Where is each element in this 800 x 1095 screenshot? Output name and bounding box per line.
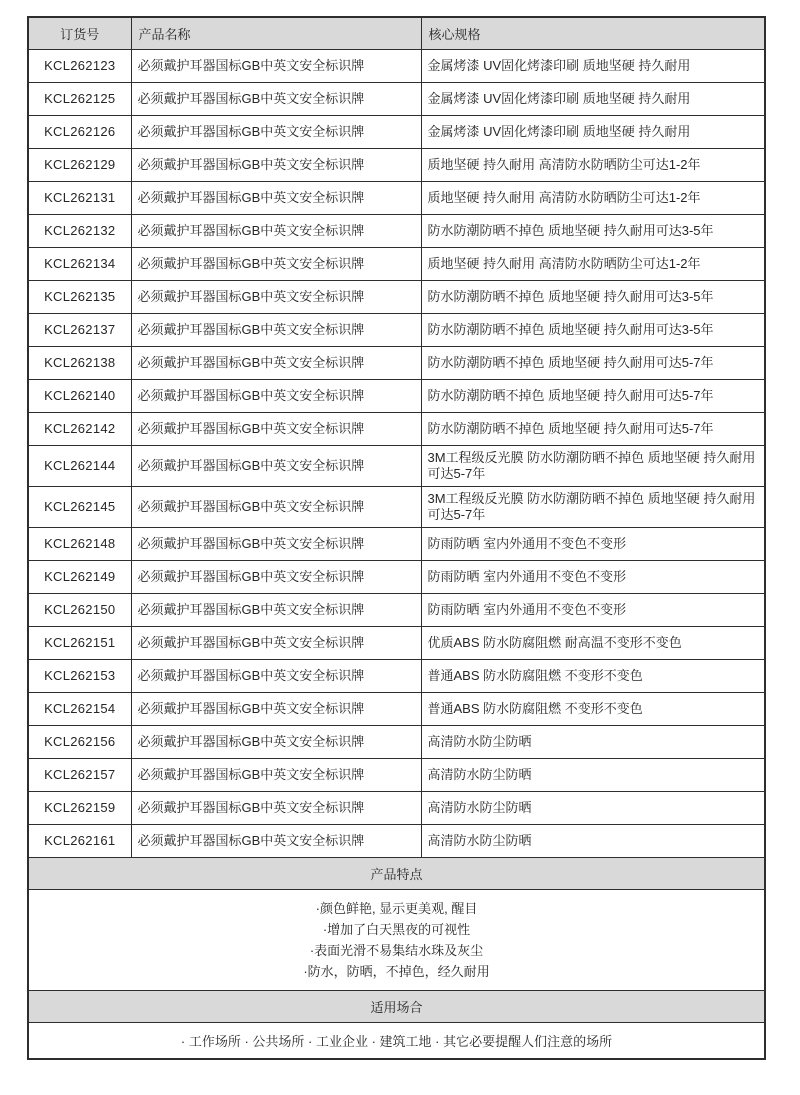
spec-cell: 防雨防晒 室内外通用不变色不变形 [421, 593, 765, 626]
product-name-cell: 必须戴护耳器国标GB中英文安全标识牌 [131, 379, 421, 412]
table-row [28, 445, 765, 486]
table-row [28, 593, 765, 626]
product-name-cell: 必须戴护耳器国标GB中英文安全标识牌 [131, 49, 421, 82]
product-name-cell: 必须戴护耳器国标GB中英文安全标识牌 [131, 445, 421, 486]
spec-cell: 高清防水防尘防晒 [421, 824, 765, 857]
table-row [28, 527, 765, 560]
product-name-cell: 必须戴护耳器国标GB中英文安全标识牌 [131, 115, 421, 148]
order-number-cell: KCL262154 [28, 692, 131, 725]
order-number-cell: KCL262159 [28, 791, 131, 824]
order-number-cell: KCL262137 [28, 313, 131, 346]
table-row [28, 626, 765, 659]
order-number-cell: KCL262144 [28, 445, 131, 486]
features-cell [28, 889, 765, 990]
table-row [28, 346, 765, 379]
product-name-cell: 必须戴护耳器国标GB中英文安全标识牌 [131, 560, 421, 593]
table-row [28, 148, 765, 181]
order-number-cell: KCL262125 [28, 82, 131, 115]
spec-cell: 金属烤漆 UV固化烤漆印刷 质地坚硬 持久耐用 [421, 82, 765, 115]
order-number-cell: KCL262151 [28, 626, 131, 659]
spec-cell: 高清防水防尘防晒 [421, 725, 765, 758]
table-row [28, 824, 765, 857]
table-header-row [28, 17, 765, 49]
order-number-cell: KCL262157 [28, 758, 131, 791]
order-number-cell: KCL262153 [28, 659, 131, 692]
product-spec-table [27, 16, 766, 1060]
feature-item: ·增加了白天黑夜的可视性 [322, 921, 471, 937]
table-row [28, 758, 765, 791]
spec-cell: 优质ABS 防水防腐阻燃 耐高温不变形不变色 [421, 626, 765, 659]
product-name-cell: 必须戴护耳器国标GB中英文安全标识牌 [131, 346, 421, 379]
table-row [28, 49, 765, 82]
order-number-cell: KCL262138 [28, 346, 131, 379]
column-header-order-no: 订货号 [28, 17, 131, 49]
spec-cell: 质地坚硬 持久耐用 高清防水防晒防尘可达1-2年 [421, 247, 765, 280]
table-row [28, 659, 765, 692]
feature-item: ·防水，防晒，不掉色，经久耐用 [303, 963, 490, 979]
product-name-cell: 必须戴护耳器国标GB中英文安全标识牌 [131, 659, 421, 692]
occasions-section-title: 适用场合 [28, 990, 765, 1022]
spec-table-body [28, 49, 765, 857]
spec-cell: 金属烤漆 UV固化烤漆印刷 质地坚硬 持久耐用 [421, 49, 765, 82]
column-header-spec: 核心规格 [421, 17, 765, 49]
order-number-cell: KCL262156 [28, 725, 131, 758]
order-number-cell: KCL262149 [28, 560, 131, 593]
column-header-product-name: 产品名称 [131, 17, 421, 49]
product-name-cell: 必须戴护耳器国标GB中英文安全标识牌 [131, 725, 421, 758]
order-number-cell: KCL262135 [28, 280, 131, 313]
spec-cell: 普通ABS 防水防腐阻燃 不变形不变色 [421, 692, 765, 725]
occasions-text: · 工作场所 · 公共场所 · 工业企业 · 建筑工地 · 其它必要提醒人们注意的场所 [28, 1022, 765, 1059]
product-name-cell: 必须戴护耳器国标GB中英文安全标识牌 [131, 626, 421, 659]
product-name-cell: 必须戴护耳器国标GB中英文安全标识牌 [131, 247, 421, 280]
spec-cell: 防水防潮防晒不掉色 质地坚硬 持久耐用可达3-5年 [421, 313, 765, 346]
spec-cell: 防水防潮防晒不掉色 质地坚硬 持久耐用可达3-5年 [421, 214, 765, 247]
features-section-title: 产品特点 [28, 857, 765, 889]
feature-item: ·颜色鲜艳, 显示更美观, 醒目 [315, 900, 478, 916]
features-list [29, 898, 764, 982]
spec-cell: 高清防水防尘防晒 [421, 791, 765, 824]
table-row [28, 692, 765, 725]
table-row [28, 313, 765, 346]
spec-cell: 防水防潮防晒不掉色 质地坚硬 持久耐用可达5-7年 [421, 346, 765, 379]
spec-cell: 防雨防晒 室内外通用不变色不变形 [421, 527, 765, 560]
table-row [28, 791, 765, 824]
table-row [28, 214, 765, 247]
table-row [28, 725, 765, 758]
table-row [28, 486, 765, 527]
order-number-cell: KCL262126 [28, 115, 131, 148]
order-number-cell: KCL262129 [28, 148, 131, 181]
table-row [28, 280, 765, 313]
spec-cell: 防水防潮防晒不掉色 质地坚硬 持久耐用可达5-7年 [421, 379, 765, 412]
spec-cell: 高清防水防尘防晒 [421, 758, 765, 791]
product-name-cell: 必须戴护耳器国标GB中英文安全标识牌 [131, 214, 421, 247]
product-name-cell: 必须戴护耳器国标GB中英文安全标识牌 [131, 791, 421, 824]
product-name-cell: 必须戴护耳器国标GB中英文安全标识牌 [131, 82, 421, 115]
features-header-row [28, 857, 765, 889]
order-number-cell: KCL262161 [28, 824, 131, 857]
table-row [28, 115, 765, 148]
spec-cell: 3M工程级反光膜 防水防潮防晒不掉色 质地坚硬 持久耐用可达5-7年 [421, 486, 765, 527]
features-content-row [28, 889, 765, 990]
order-number-cell: KCL262132 [28, 214, 131, 247]
product-name-cell: 必须戴护耳器国标GB中英文安全标识牌 [131, 148, 421, 181]
product-name-cell: 必须戴护耳器国标GB中英文安全标识牌 [131, 486, 421, 527]
order-number-cell: KCL262131 [28, 181, 131, 214]
spec-cell: 防雨防晒 室内外通用不变色不变形 [421, 560, 765, 593]
spec-cell: 3M工程级反光膜 防水防潮防晒不掉色 质地坚硬 持久耐用可达5-7年 [421, 445, 765, 486]
spec-cell: 防水防潮防晒不掉色 质地坚硬 持久耐用可达5-7年 [421, 412, 765, 445]
product-name-cell: 必须戴护耳器国标GB中英文安全标识牌 [131, 412, 421, 445]
product-name-cell: 必须戴护耳器国标GB中英文安全标识牌 [131, 313, 421, 346]
table-row [28, 247, 765, 280]
spec-cell: 普通ABS 防水防腐阻燃 不变形不变色 [421, 659, 765, 692]
product-name-cell: 必须戴护耳器国标GB中英文安全标识牌 [131, 824, 421, 857]
occasions-header-row [28, 990, 765, 1022]
order-number-cell: KCL262142 [28, 412, 131, 445]
product-name-cell: 必须戴护耳器国标GB中英文安全标识牌 [131, 527, 421, 560]
table-row [28, 560, 765, 593]
order-number-cell: KCL262148 [28, 527, 131, 560]
product-name-cell: 必须戴护耳器国标GB中英文安全标识牌 [131, 280, 421, 313]
order-number-cell: KCL262150 [28, 593, 131, 626]
info-sections [28, 857, 765, 1059]
order-number-cell: KCL262134 [28, 247, 131, 280]
occasions-content-row [28, 1022, 765, 1059]
feature-item: ·表面光滑不易集结水珠及灰尘 [309, 942, 484, 958]
order-number-cell: KCL262145 [28, 486, 131, 527]
spec-cell: 金属烤漆 UV固化烤漆印刷 质地坚硬 持久耐用 [421, 115, 765, 148]
order-number-cell: KCL262140 [28, 379, 131, 412]
table-row [28, 379, 765, 412]
spec-cell: 防水防潮防晒不掉色 质地坚硬 持久耐用可达3-5年 [421, 280, 765, 313]
product-name-cell: 必须戴护耳器国标GB中英文安全标识牌 [131, 758, 421, 791]
product-name-cell: 必须戴护耳器国标GB中英文安全标识牌 [131, 593, 421, 626]
spec-cell: 质地坚硬 持久耐用 高清防水防晒防尘可达1-2年 [421, 181, 765, 214]
table-row [28, 82, 765, 115]
order-number-cell: KCL262123 [28, 49, 131, 82]
table-row [28, 412, 765, 445]
table-row [28, 181, 765, 214]
product-name-cell: 必须戴护耳器国标GB中英文安全标识牌 [131, 181, 421, 214]
spec-cell: 质地坚硬 持久耐用 高清防水防晒防尘可达1-2年 [421, 148, 765, 181]
product-name-cell: 必须戴护耳器国标GB中英文安全标识牌 [131, 692, 421, 725]
